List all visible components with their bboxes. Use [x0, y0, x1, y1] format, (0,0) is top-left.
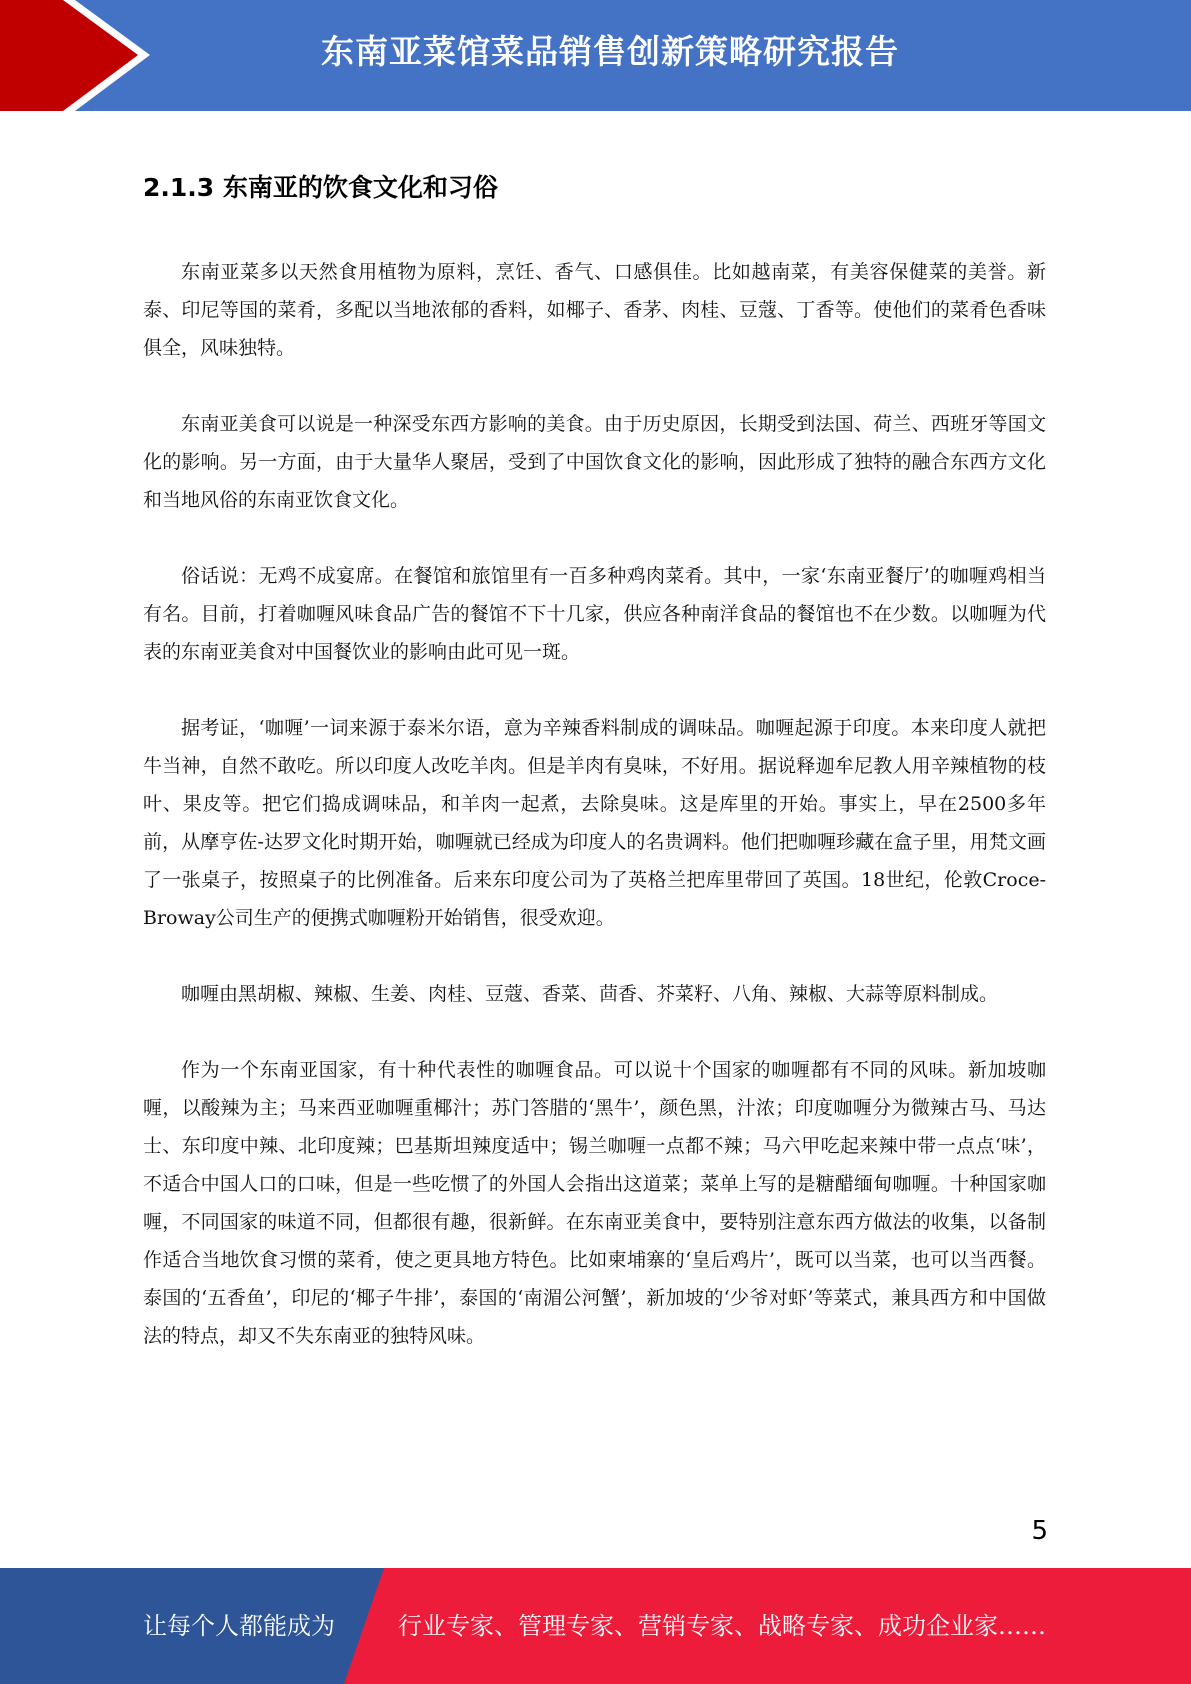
page-header	[0, 0, 1191, 111]
section-heading: 2.1.3 东南亚的饮食文化和习俗	[143, 173, 498, 202]
page-footer	[0, 1568, 1191, 1684]
paragraph-5: 咖喱由黑胡椒、辣椒、生姜、肉桂、豆蔻、香菜、茴香、芥菜籽、八角、辣椒、大蒜等原料制成。	[181, 983, 999, 1005]
page-content	[143, 140, 1046, 1355]
footer-slogan-right: 行业专家、管理专家、营销专家、战略专家、成功企业家……	[398, 1612, 1046, 1640]
paragraph-2: 东南亚美食可以说是一种深受东西方影响的美食。由于历史原因，长期受到法国、荷兰、西班牙等国文化的影响。另一方面，由于大量华人聚居，受到了中国饮食文化的影响，因此形成了独特的融合东西方文化和当地风俗的东南亚饮食文化。	[143, 413, 1046, 511]
page-number: 5	[1031, 1516, 1048, 1546]
header-title: 东南亚菜馆菜品销售创新策略研究报告	[321, 32, 899, 71]
paragraph-3: 俗话说：无鸡不成宴席。在餐馆和旅馆里有一百多种鸡肉菜肴。其中，一家‘东南亚餐厅’的咖喱鸡相当有名。目前，打着咖喱风味食品广告的餐馆不下十几家，供应各种南洋食品的餐馆也不在少数。以咖喱为代表的东南亚美食对中国餐饮业的影响由此可见一斑。	[143, 565, 1046, 663]
paragraph-4: 据考证，‘咖喱’一词来源于泰米尔语，意为辛辣香料制成的调味品。咖喱起源于印度。本来印度人就把牛当神，自然不敢吃。所以印度人改吃羊肉。但是羊肉有臭味，不好用。据说释迦牟尼教人用辛辣植物的枝叶、果皮等。把它们捣成调味品，和羊肉一起煮，去除臭味。这是库里的开始。事实上，早在2500多年前，从摩亨佐-达罗文化时期开始，咖喱就已经成为印度人的名贵调料。他们把咖喱珍藏在盒子里，用梵文画了一张桌子，按照桌子的比例准备。后来东印度公司为了英格兰把库里带回了英国。18世纪，伦敦Croce-Broway公司生产的便携式咖喱粉开始销售，很受欢迎。	[143, 717, 1046, 929]
paragraph-6: 作为一个东南亚国家，有十种代表性的咖喱食品。可以说十个国家的咖喱都有不同的风味。新加坡咖喱，以酸辣为主；马来西亚咖喱重椰汁；苏门答腊的‘黑牛’，颜色黑，汁浓；印度咖喱分为微辣古马、马达士、东印度中辣、北印度辣；巴基斯坦辣度适中；锡兰咖喱一点都不辣；马六甲吃起来辣中带一点点‘味’，不适合中国人口的口味，但是一些吃惯了的外国人会指出这道菜；菜单上写的是糖醋缅甸咖喱。十种国家咖喱，不同国家的味道不同，但都很有趣，很新鲜。在东南亚美食中，要特别注意东西方做法的收集，以备制作适合当地饮食习惯的菜肴，使之更具地方特色。比如柬埔寨的‘皇后鸡片’，既可以当菜，也可以当西餐。泰国的‘五香鱼’，印尼的‘椰子牛排’，泰国的‘南湄公河蟹’，新加坡的‘少爷对虾’等菜式，兼具西方和中国做法的特点，却又不失东南亚的独特风味。	[143, 1059, 1046, 1347]
footer-slogan-left: 让每个人都能成为	[143, 1612, 335, 1640]
paragraph-1: 东南亚菜多以天然食用植物为原料，烹饪、香气、口感俱佳。比如越南菜，有美容保健菜的美誉。新泰、印尼等国的菜肴，多配以当地浓郁的香料，如椰子、香茅、肉桂、豆蔻、丁香等。使他们的菜肴色香味俱全，风味独特。	[143, 261, 1046, 359]
